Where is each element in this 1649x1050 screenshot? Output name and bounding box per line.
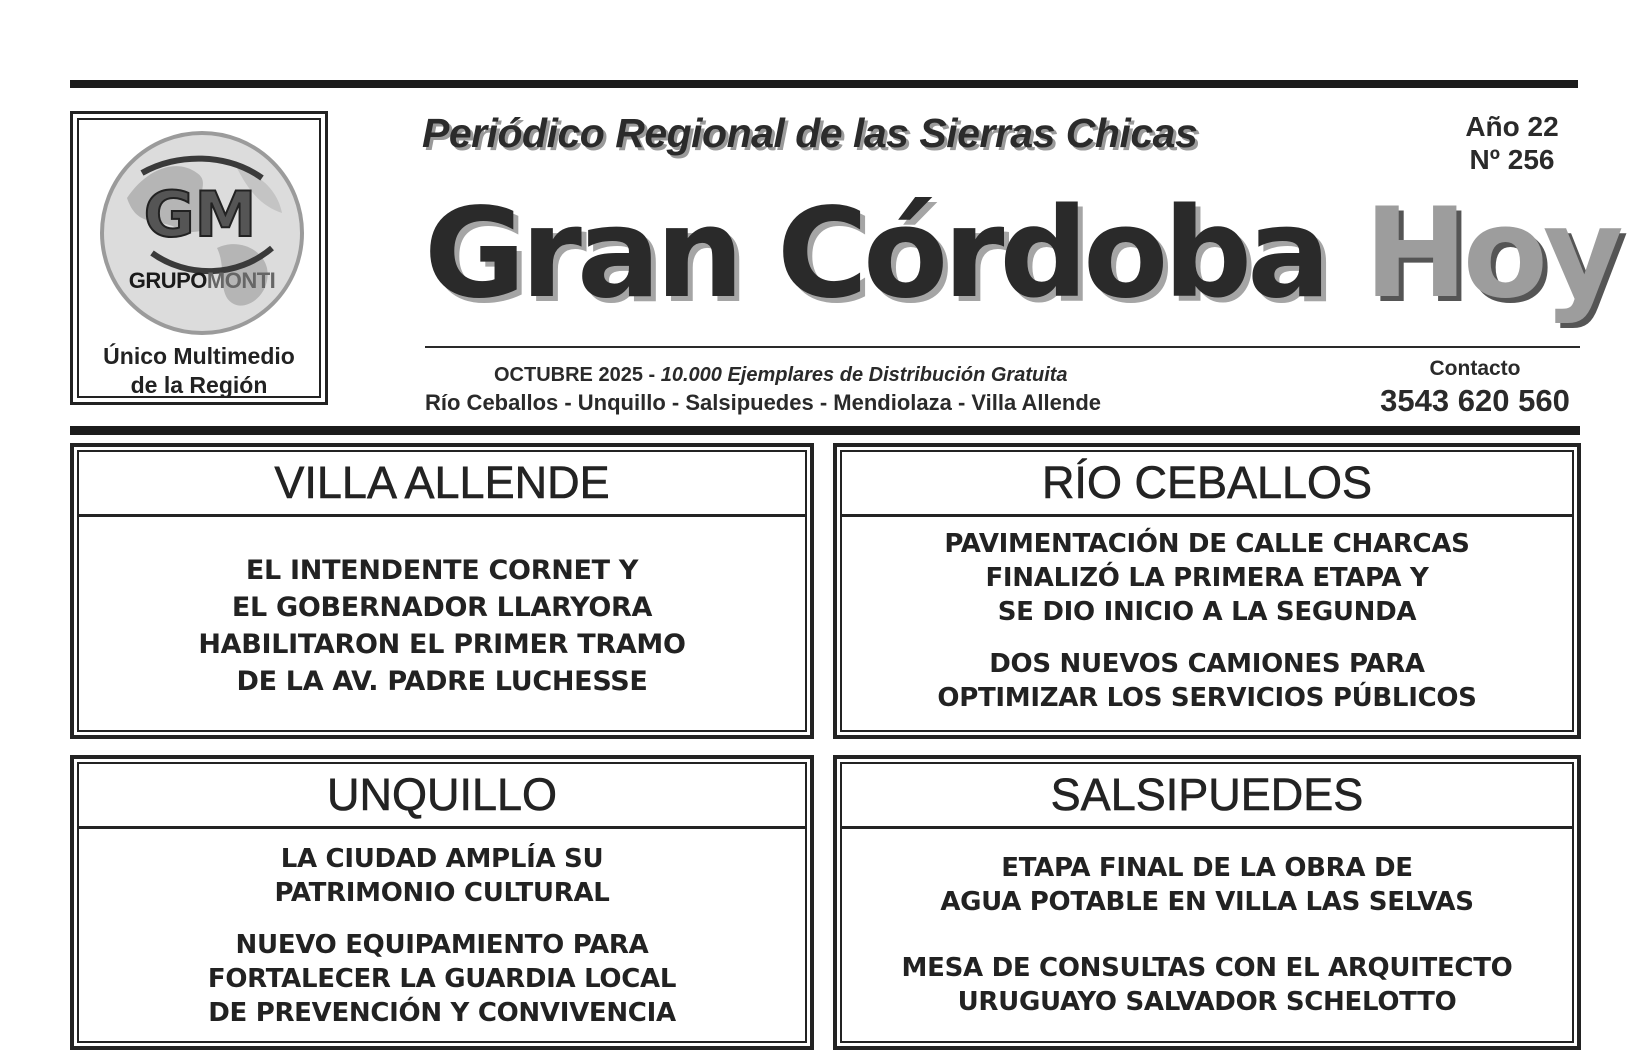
section-body (79, 517, 805, 730)
grupo-monti-logo (97, 128, 307, 338)
section-rio-ceballos (833, 443, 1581, 739)
headline[interactable] (842, 951, 1572, 1019)
masthead-title (424, 184, 1619, 324)
section-title: RÍO CEBALLOS (842, 452, 1572, 517)
issue-year: Año 22 (1465, 111, 1559, 142)
headline-line: DE LA AV. PADRE LUCHESSE (236, 665, 648, 697)
headline-line: AGUA POTABLE EN VILLA LAS SELVAS (940, 887, 1474, 917)
headline[interactable] (79, 928, 805, 1030)
section-body (842, 517, 1572, 730)
headline[interactable] (842, 851, 1572, 919)
section-title: VILLA ALLENDE (79, 452, 805, 517)
svg-text:GRUPOMONTI (129, 268, 276, 293)
headline[interactable] (79, 842, 805, 910)
edition-date: OCTUBRE 2025 - (494, 364, 661, 386)
edition-info (425, 362, 1175, 416)
headline-line: OPTIMIZAR LOS SERVICIOS PÚBLICOS (937, 682, 1477, 713)
masthead-accent: Hoy (1363, 182, 1619, 326)
headline-line: NUEVO EQUIPAMIENTO PARA (235, 930, 649, 960)
header-divider (425, 346, 1580, 348)
contact-phone[interactable]: 3543 620 560 (1380, 383, 1570, 418)
headline-line: EL INTENDENTE CORNET Y (245, 554, 639, 586)
headline-line: ETAPA FINAL DE LA OBRA DE (1001, 853, 1413, 883)
headline-line: HABILITARON EL PRIMER TRAMO (198, 628, 686, 660)
section-salsipuedes (833, 755, 1581, 1050)
headline-line: DOS NUEVOS CAMIONES PARA (989, 648, 1425, 679)
section-unquillo (70, 755, 814, 1050)
section-body (79, 829, 805, 1041)
issue-number: Nº 256 (1469, 144, 1555, 175)
headline-line: FINALIZÓ LA PRIMERA ETAPA Y (985, 562, 1429, 593)
top-rule (70, 80, 1578, 88)
section-villa-allende (70, 443, 814, 739)
logo-tagline (79, 342, 319, 400)
headline-line: MESA DE CONSULTAS CON EL ARQUITECTO (901, 953, 1513, 983)
headline-line: SE DIO INICIO A LA SEGUNDA (997, 596, 1417, 627)
headline-line: DE PREVENCIÓN Y CONVIVENCIA (208, 998, 676, 1028)
headline[interactable] (842, 647, 1572, 715)
logo-brand-grupo: GRUPO (128, 268, 207, 293)
contact-label: Contacto (1429, 357, 1521, 380)
headline-line: EL GOBERNADOR LLARYORA (231, 591, 653, 623)
edition-copies: 10.000 Ejemplares de Distribución Gratuita (660, 364, 1068, 386)
masthead-bottom-rule (70, 426, 1580, 435)
logo-monogram: GM (143, 178, 257, 251)
masthead-main: Gran Córdoba (424, 182, 1326, 326)
headline-line: FORTALECER LA GUARDIA LOCAL (207, 964, 677, 994)
logo-tagline-line: de la Región (130, 372, 268, 398)
logo-brand-monti: MONTI (206, 268, 276, 293)
issue-info (1450, 110, 1574, 176)
headline-line: PATRIMONIO CULTURAL (274, 878, 610, 908)
section-title: UNQUILLO (79, 764, 805, 829)
logo-box (70, 111, 328, 405)
headline-line: LA CIUDAD AMPLÍA SU (280, 844, 604, 874)
logo-frame (77, 118, 321, 398)
headline-line: PAVIMENTACIÓN DE CALLE CHARCAS (944, 528, 1470, 559)
coverage-towns: Río Ceballos - Unquillo - Salsipuedes - Mendiolaza - Villa Allende (425, 390, 1101, 415)
headline-line: URUGUAYO SALVADOR SCHELOTTO (957, 987, 1457, 1017)
logo-tagline-line: Único Multimedio (103, 343, 295, 369)
headline[interactable] (842, 527, 1572, 629)
contact-block (1370, 356, 1580, 420)
newspaper-kicker: Periódico Regional de las Sierras Chicas (422, 110, 1198, 156)
headline[interactable] (79, 552, 805, 700)
section-body (842, 829, 1572, 1041)
section-title: SALSIPUEDES (842, 764, 1572, 829)
